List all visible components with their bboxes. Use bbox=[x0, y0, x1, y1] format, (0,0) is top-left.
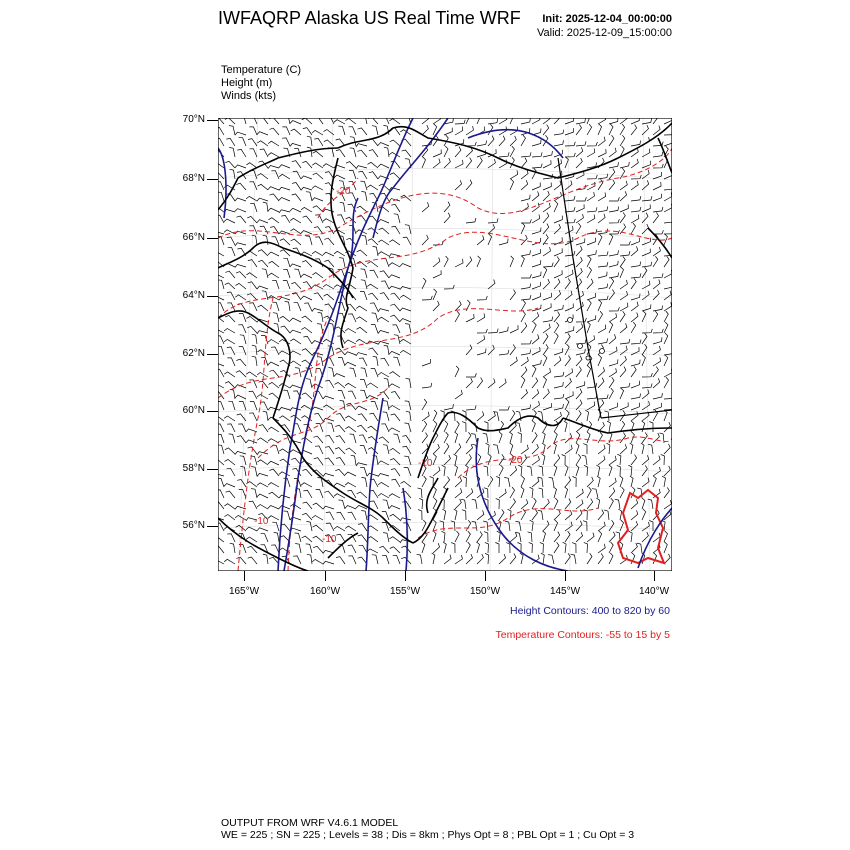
lat-tick bbox=[207, 411, 218, 412]
lon-label-155w: 155°W bbox=[389, 586, 421, 597]
map-background bbox=[218, 118, 672, 571]
temp-label: -20 bbox=[336, 186, 351, 197]
temp-label: -10 bbox=[418, 458, 433, 469]
lat-tick bbox=[207, 179, 218, 180]
lon-tick bbox=[565, 571, 566, 581]
lat-label-56n: 56°N bbox=[182, 520, 205, 531]
footer-config: WE = 225 ; SN = 225 ; Levels = 38 ; Dis = 8km ; Phys Opt = 8 ; PBL Opt = 1 ; Cu Opt = 3 bbox=[221, 829, 635, 841]
init-time: Init: 2025-12-04_00:00:00 bbox=[542, 13, 672, 25]
lon-tick bbox=[485, 571, 486, 581]
temperature-contour-legend: Temperature Contours: -55 to 15 by 5 bbox=[495, 629, 670, 641]
field-height: Height (m) bbox=[221, 77, 273, 89]
field-temperature: Temperature (C) bbox=[221, 64, 302, 76]
lon-tick bbox=[325, 571, 326, 581]
lat-label-62n: 62°N bbox=[182, 348, 205, 359]
lon-label-145w: 145°W bbox=[549, 586, 581, 597]
map-panel bbox=[218, 118, 672, 571]
lat-tick bbox=[207, 526, 218, 527]
valid-time: Valid: 2025-12-09_15:00:00 bbox=[537, 27, 672, 39]
lat-label-66n: 66°N bbox=[182, 232, 205, 243]
plot-title: IWFAQRP Alaska US Real Time WRF bbox=[218, 8, 521, 28]
lon-tick bbox=[244, 571, 245, 581]
lon-label-165w: 165°W bbox=[228, 586, 260, 597]
temp-label: -20 bbox=[508, 455, 523, 466]
map-canvas bbox=[218, 118, 672, 571]
lon-label-140w: 140°W bbox=[638, 586, 670, 597]
footer-model: OUTPUT FROM WRF V4.6.1 MODEL bbox=[221, 817, 399, 829]
lat-tick bbox=[207, 238, 218, 239]
lat-label-58n: 58°N bbox=[182, 463, 205, 474]
lat-tick bbox=[207, 296, 218, 297]
temp-label: -10 bbox=[254, 516, 269, 527]
lon-label-150w: 150°W bbox=[469, 586, 501, 597]
lat-label-60n: 60°N bbox=[182, 405, 205, 416]
field-winds: Winds (kts) bbox=[221, 90, 276, 102]
lon-tick bbox=[405, 571, 406, 581]
lat-label-68n: 68°N bbox=[182, 173, 205, 184]
lat-tick bbox=[207, 354, 218, 355]
temp-label: -10 bbox=[322, 534, 337, 545]
lat-label-64n: 64°N bbox=[182, 290, 205, 301]
lon-label-160w: 160°W bbox=[309, 586, 341, 597]
lon-tick bbox=[654, 571, 655, 581]
lat-tick bbox=[207, 120, 218, 121]
height-contour-legend: Height Contours: 400 to 820 by 60 bbox=[510, 605, 670, 617]
lat-tick bbox=[207, 469, 218, 470]
lat-label-70n: 70°N bbox=[182, 114, 205, 125]
